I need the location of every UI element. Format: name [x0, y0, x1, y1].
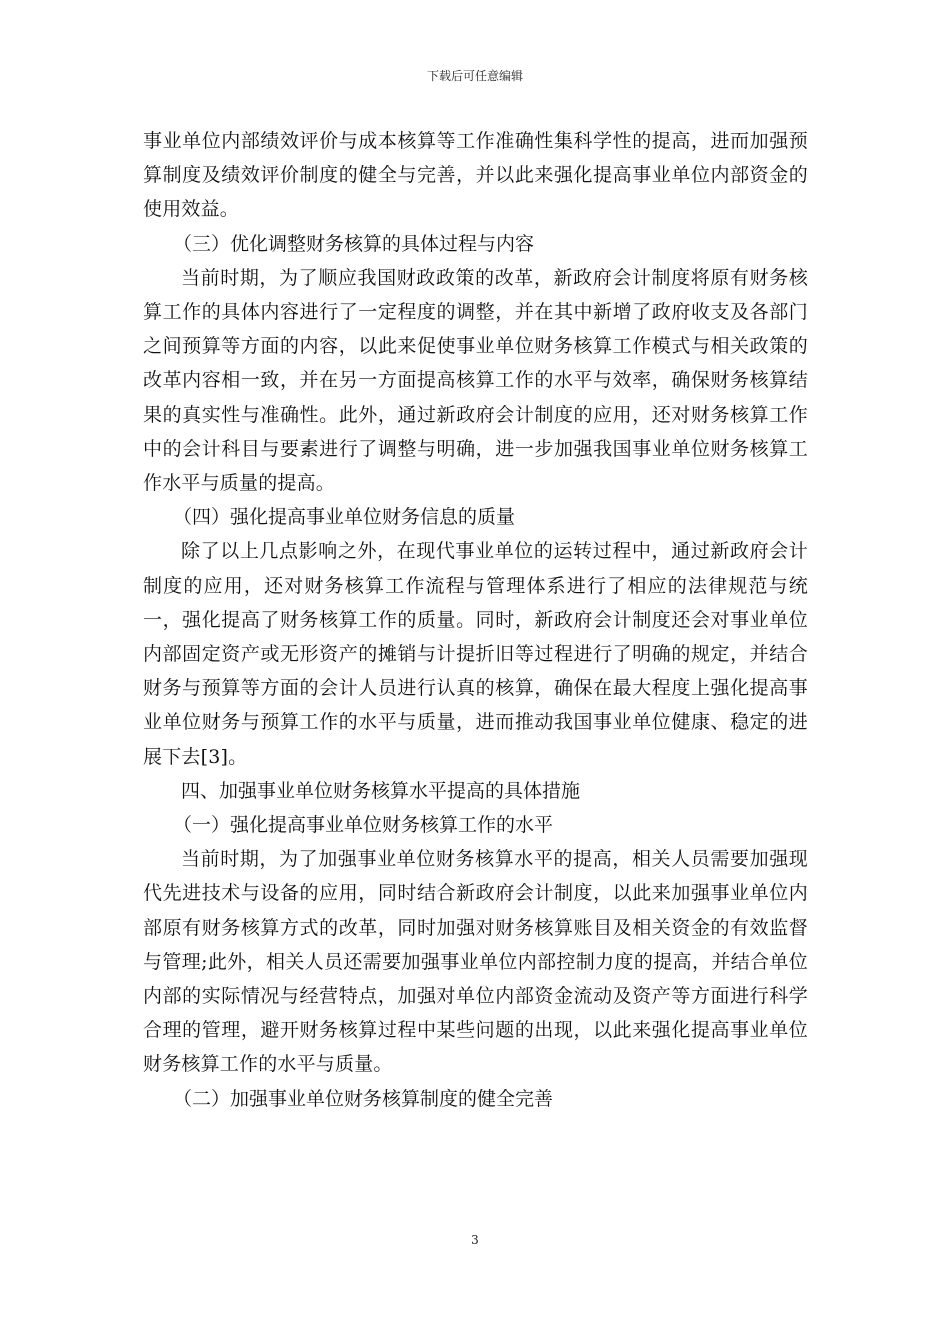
section-heading-4: 四、加强事业单位财务核算水平提高的具体措施 [181, 779, 581, 802]
document-body [143, 124, 808, 1116]
paragraph-accounting-level: 当前时期，为了加强事业单位财务核算水平的提高，相关人员需要加强现代先进技术与设备的应用，同时结合新政府会计制度，以此来加强事业单位内部原有财务核算方式的改革，同时加强对财务核算账目及相关资金的有效监督与管理;此外，相关人员还需要加强事业单位内部控制力度的提高，并结合单位内部的实际情况与经营特点，加强对单位内部资金流动及资产等方面进行科学合理的管理，避开财务核算过程中某些问题的出现，以此来强化提高事业单位财务核算工作的水平与质量。 [143, 848, 808, 1076]
page-header [0, 68, 950, 84]
paragraph-financial-quality: 除了以上几点影响之外，在现代事业单位的运转过程中，通过新政府会计制度的应用，还对财务核算工作流程与管理体系进行了相应的法律规范与统一，强化提高了财务核算工作的质量。同时，新政府会计制度还会对事业单位内部固定资产或无形资产的摊销与计提折旧等过程进行了明确的规定，并结合财务与预算等方面的会计人员进行认真的核算，确保在最大程度上强化提高事业单位财务与预算工作的水平与质量，进而推动我国事业单位健康、稳定的进展下去[3]。 [143, 540, 808, 768]
subheading-4: （四）强化提高事业单位财务信息的质量 [173, 506, 516, 529]
page-number: 3 [471, 1233, 479, 1247]
paragraph-accounting-content: 当前时期，为了顺应我国财政政策的改革，新政府会计制度将原有财务核算工作的具体内容进行了一定程度的调整，并在其中新增了政府收支及各部门之间预算等方面的内容，以此来促使事业单位财务核算工作模式与相关政策的改革内容相一致，并在另一方面提高核算工作的水平与效率，确保财务核算结果的真实性与准确性。此外，通过新政府会计制度的应用，还对财务核算工作中的会计科目与要素进行了调整与明确，进一步加强我国事业单位财务核算工作水平与质量的提高。 [143, 266, 808, 495]
paragraph-continuation: 事业单位内部绩效评价与成本核算等工作准确性集科学性的提高，进而加强预算制度及绩效评价制度的健全与完善，并以此来强化提高事业单位内部资金的使用效益。 [143, 130, 808, 221]
header-text: 下载后可任意编辑 [426, 69, 523, 83]
subheading-2: （二）加强事业单位财务核算制度的健全完善 [173, 1087, 554, 1110]
page-footer [0, 1232, 950, 1248]
subheading-3: （三）优化调整财务核算的具体过程与内容 [173, 232, 535, 255]
subheading-1: （一）强化提高事业单位财务核算工作的水平 [173, 814, 554, 837]
